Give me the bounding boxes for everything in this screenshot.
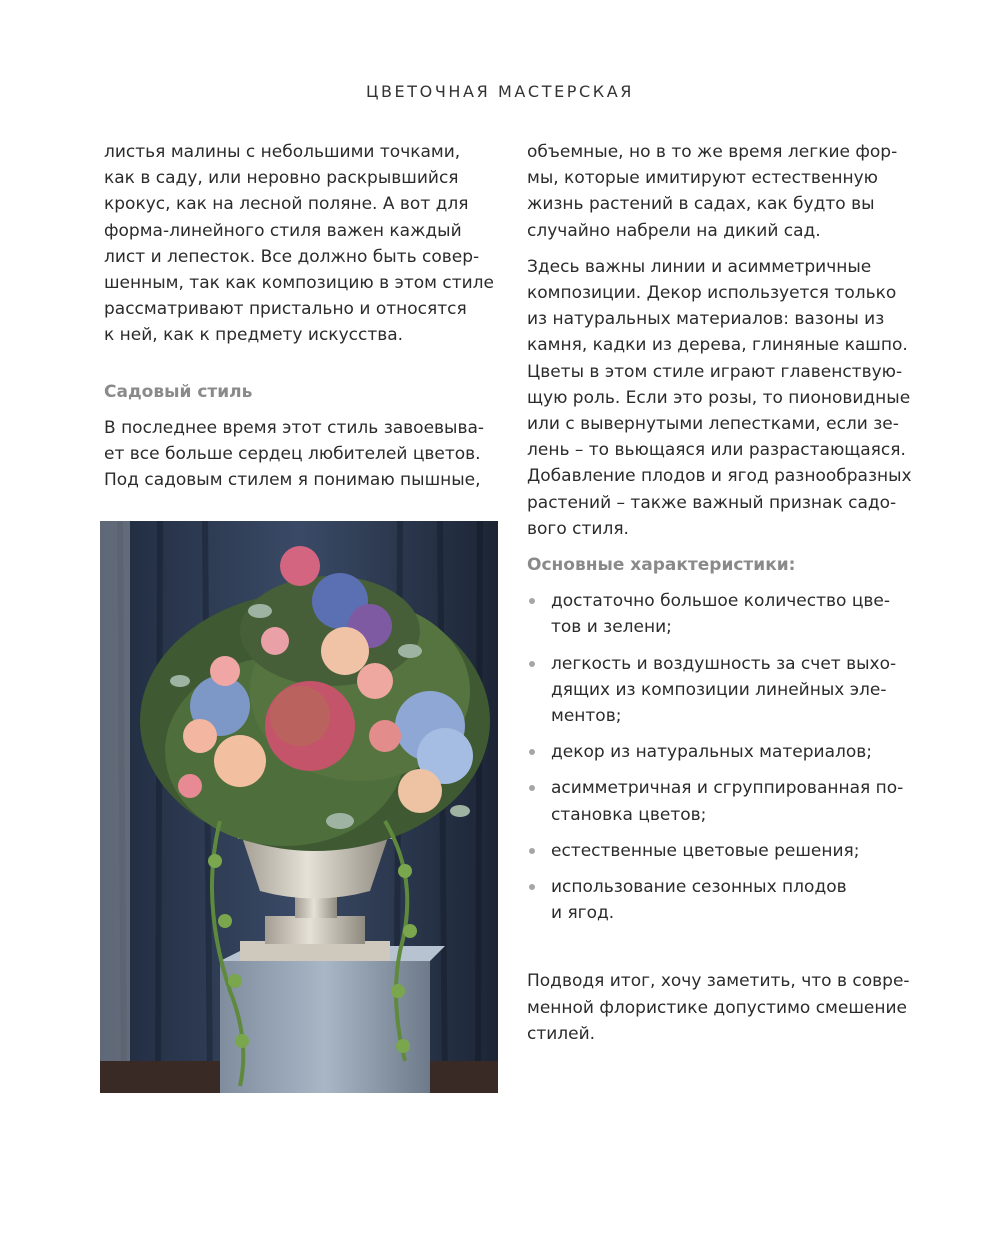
- text-line: растений – также важный признак садо-: [527, 492, 897, 513]
- text-line: менной флористике допустимо смешение: [527, 997, 907, 1018]
- bullet-icon: [529, 884, 535, 890]
- text-line: тов и зелени;: [551, 617, 672, 638]
- bullet-icon: [529, 785, 535, 791]
- text-line: Под садовым стилем я понимаю пышные,: [104, 470, 481, 491]
- details-paragraph: [527, 254, 927, 542]
- text-line: крокус, как на лесной поляне. А вот для: [104, 194, 469, 215]
- flower-arrangement-photo: [100, 521, 498, 1093]
- text-line: стилей.: [527, 1023, 596, 1044]
- text-line: композиции. Декор используется только: [527, 283, 897, 304]
- text-line: ет все больше сердец любителей цветов.: [104, 444, 481, 465]
- list-item: [527, 651, 927, 730]
- left-column: [104, 139, 504, 503]
- intro-paragraph: [104, 139, 504, 349]
- list-item: [527, 588, 927, 640]
- text-line: естественные цветовые решения;: [551, 840, 860, 861]
- text-line: асимметричная и сгруппированная по-: [551, 778, 904, 799]
- text-line: шенным, так как композицию в этом стиле: [104, 273, 494, 294]
- text-line: лень – то вьющаяся или разрастающаяся.: [527, 440, 906, 461]
- conclusion-paragraph: [527, 968, 927, 1047]
- text-line: как в саду, или неровно раскрывшийся: [104, 168, 459, 189]
- running-title: ЦВЕТОЧНАЯ МАСТЕРСКАЯ: [365, 82, 635, 101]
- text-line: декор из натуральных материалов;: [551, 742, 873, 763]
- text-line: рассматривают пристально и относятся: [104, 299, 467, 320]
- text-line: Добавление плодов и ягод разнообразных: [527, 466, 912, 487]
- text-line: случайно набрели на дикий сад.: [527, 220, 821, 241]
- list-item: [527, 739, 927, 765]
- section-paragraph: [104, 415, 504, 494]
- text-line: объемные, но в то же время легкие фор-: [527, 142, 898, 162]
- text-line: жизнь растений в садах, как будто вы: [527, 194, 875, 215]
- text-line: становка цветов;: [551, 804, 707, 825]
- text-line: из натуральных материалов: вазоны из: [527, 309, 885, 330]
- text-line: форма-линейного стиля важен каждый: [104, 220, 462, 241]
- text-line: щую роль. Если это розы, то пионовидные: [527, 387, 911, 408]
- text-line: использование сезонных плодов: [551, 877, 847, 898]
- text-line: Здесь важны линии и асимметричные: [527, 256, 872, 277]
- characteristics-heading: Основные характеристики:: [527, 555, 796, 576]
- list-item: [527, 775, 927, 827]
- text-line: лист и лепесток. Все должно быть совер-: [104, 246, 480, 267]
- bullet-icon: [529, 749, 535, 755]
- text-line: В последнее время этот стиль завоевыва-: [104, 417, 485, 438]
- text-line: достаточно большое количество цве-: [551, 591, 891, 612]
- text-line: легкость и воздушность за счет выхо-: [551, 653, 897, 674]
- text-line: Подводя итог, хочу заметить, что в совре-: [527, 971, 910, 992]
- continued-paragraph: [527, 139, 927, 244]
- text-line: или с вывернутыми лепестками, если зе-: [527, 414, 899, 435]
- text-line: листья малины с небольшими точками,: [104, 142, 461, 162]
- characteristics-list: [527, 588, 927, 926]
- urn-bouquet-illustration: [100, 521, 498, 1093]
- list-item: [527, 838, 927, 864]
- text-line: вого стиля.: [527, 518, 629, 539]
- text-line: ментов;: [551, 706, 622, 727]
- section-heading: Садовый стиль: [104, 381, 253, 402]
- bullet-icon: [529, 848, 535, 854]
- text-line: к ней, как к предмету искусства.: [104, 325, 404, 346]
- bullet-icon: [529, 598, 535, 604]
- bullet-icon: [529, 661, 535, 667]
- list-item: [527, 874, 927, 926]
- text-line: камня, кадки из дерева, глиняные кашпо.: [527, 335, 908, 356]
- text-line: дящих из композиции линейных эле-: [551, 679, 887, 700]
- right-column: [527, 139, 927, 1057]
- text-line: Цветы в этом стиле играют главенствую-: [527, 361, 903, 382]
- text-line: и ягод.: [551, 903, 615, 924]
- text-line: мы, которые имитируют естественную: [527, 168, 878, 189]
